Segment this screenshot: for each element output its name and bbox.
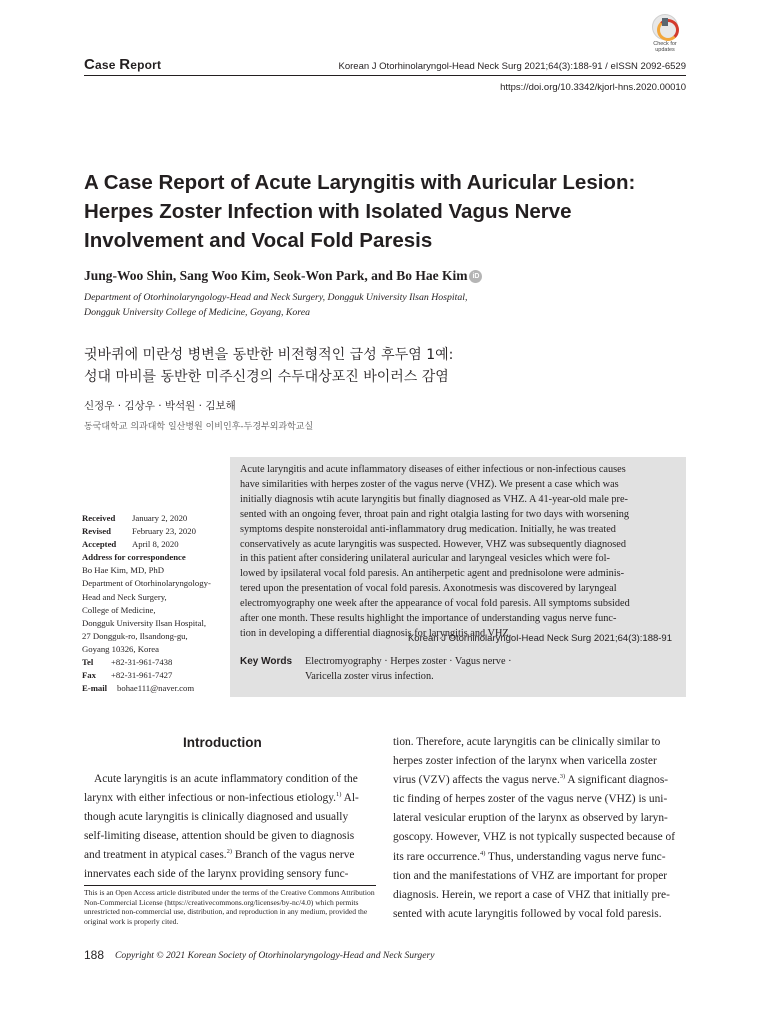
tel-row: Tel +82-31-961-7438: [82, 657, 173, 668]
abstract-citation: Korean J Otorhinolaryngol-Head Neck Surg 2021;64(3):188-91: [407, 633, 672, 644]
section-label: [84, 56, 161, 73]
body-line: sented with acute laryngitis followed by vocal fold paresis.: [393, 907, 662, 920]
address-line: Bo Hae Kim, MD, PhD: [82, 565, 165, 576]
section-label-initial-c: C: [84, 56, 96, 73]
badge-line-2: updates: [655, 47, 675, 53]
accepted-row: Accepted April 8, 2020: [82, 539, 179, 550]
body-line: virus (VZV) affects the vagus nerve.$^{3)}$ A significant diagnos-: [393, 773, 669, 787]
body-line: lateral vesicular eruption of the larynx as observed by laryn-: [393, 812, 668, 825]
keywords: [305, 654, 625, 684]
keywords-label: Key Words: [240, 656, 293, 667]
korean-affiliation: 동국대학교 의과대학 일산병원 이비인후-두경부외과학교실: [84, 422, 314, 432]
copyright-notice: Copyright © 2021 Korean Society of Otorhinolaryngology-Head and Neck Surgery: [115, 950, 435, 961]
section-label-initial-r: R: [119, 56, 131, 73]
body-line: diagnosis. Herein, we report a case of VHZ that initially pre-: [393, 888, 670, 901]
abstract-line: tion in developing a differential diagnosis for laryngitis and VHZ.: [240, 627, 512, 639]
body-line: Acute laryngitis is an acute inflammatory condition of the: [94, 773, 358, 785]
affiliation-line-2: Dongguk University College of Medicine, Goyang, Korea: [84, 307, 311, 318]
title-line-2: Herpes Zoster Infection with Isolated Vagus Nerve: [84, 200, 572, 223]
title-line-3: Involvement and Vocal Fold Paresis: [84, 229, 433, 252]
section-heading-introduction: Introduction: [183, 735, 262, 750]
body-line: its rare occurrence.$^{4)}$ Thus, understanding vagus nerve func-: [393, 849, 666, 863]
affiliation: [84, 290, 544, 320]
abstract-line: Acute laryngitis and acute inflammatory diseases of either infectious or non-infectious causes: [240, 464, 626, 475]
abstract-text: [240, 463, 677, 642]
body-line: innervates each side of the larynx providing sensory func-: [84, 868, 349, 880]
korean-authors: 신정우 · 김상우 · 박석원 · 김보해: [84, 400, 236, 412]
address-line: Head and Neck Surgery,: [82, 591, 167, 602]
footnote-rule: [84, 885, 376, 886]
author-list: [84, 268, 482, 284]
body-right-column: [393, 733, 686, 924]
abstract-box: [230, 457, 686, 697]
body-line: though acute laryngitis is clinically diagnosed and usually: [84, 811, 349, 823]
keywords-line-2: Varicella zoster virus infection.: [305, 671, 434, 682]
reference-2[interactable]: 2): [226, 848, 233, 856]
journal-citation: Korean J Otorhinolaryngol-Head Neck Surg 2021;64(3):188-91 / eISSN 2092-6529: [338, 61, 686, 72]
license-footnote: This is an Open Access article distributed under the terms of the Creative Commons Attribution Non-Commercial License (https://creativecommons.org/licenses/by-nc/4.0) which permits unrestricted non-commercial use, distribution, and reproduction in any medium, provided the original work is properly cited.: [84, 888, 375, 926]
received-row: Received January 2, 2020: [82, 513, 188, 523]
email-row: E-mail bohae111@naver.com: [82, 682, 232, 695]
article-history: [82, 512, 232, 695]
abstract-line: sented with an ongoing fever, throat pain and right otalgia lasting for two days with worsening: [240, 508, 630, 520]
article-title: [84, 168, 694, 255]
reference-4[interactable]: 4): [479, 849, 486, 857]
page-number: 188: [84, 948, 105, 962]
abstract-line: in this patient after considering unilateral auricular and laryngeal vesicles which were fol-: [240, 553, 610, 565]
address-line: Goyang 10326, Korea: [82, 643, 159, 654]
address-line: Dongguk University Ilsan Hospital,: [82, 617, 207, 628]
correspondence-label: Address for correspondence: [82, 552, 186, 563]
authors-text: Jung-Woo Shin, Sang Woo Kim, Seok-Won Park, and Bo Hae Kim: [84, 268, 468, 283]
body-line: tion and the manifestations of VHZ are important for proper: [393, 869, 668, 882]
abstract-line: lowed by ipsilateral vocal fold paresis. An antiherpetic agent and prednisolone were adminis-: [240, 568, 625, 580]
abstract-line: have similarities with herpes zoster of the vagus nerve (VHZ). We present a case which was: [240, 478, 619, 490]
address-line: College of Medicine,: [82, 604, 156, 615]
abstract-line: initially diagnosis wtih acute laryngitis but finally diagnosed as VHZ. A 41-year-old male pre-: [240, 493, 628, 505]
affiliation-line-1: Department of Otorhinolaryngology-Head and Neck Surgery, Dongguk University Ilsan Hospital,: [84, 292, 468, 303]
abstract-line: symptoms despite nonsteroidal anti-inflammatory drug medication. Initially, he was treated: [240, 523, 616, 535]
section-label-part-2: eport: [130, 58, 162, 72]
body-left-column: [84, 770, 375, 884]
abstract-line: after one month. These results highlight the importance of understanding vagus nerve func-: [240, 613, 617, 625]
section-label-part-1: ase: [95, 58, 120, 72]
title-line-1: A Case Report of Acute Laryngitis with Auricular Lesion:: [84, 171, 636, 194]
email-link[interactable]: bohae111@naver.com: [117, 683, 195, 694]
body-line: larynx with either infectious or non-infectious etiology.$^{1)}$ Al-: [84, 791, 359, 804]
body-line: tic finding of herpes zoster of the vagus nerve (VHZ) is uni-: [393, 793, 668, 806]
abstract-line: conservatively as acute laryngitis was suspected. However, VHZ was subsequently diagnosed: [240, 538, 627, 550]
keywords-line-1: Electromyography · Herpes zoster · Vagus nerve ·: [305, 656, 512, 667]
header-rule: [84, 75, 686, 76]
abstract-line: tered upon the presentation of vocal fold paresis. Axonotmesis was discovered by laryngeal: [240, 583, 617, 595]
address-line: 27 Dongguk-ro, Ilsandong-gu,: [82, 630, 188, 641]
korean-title: [84, 344, 604, 388]
check-for-updates-badge[interactable]: [644, 14, 686, 56]
revised-row: Revised February 23, 2020: [82, 526, 196, 537]
korean-title-line-2: 성대 마비를 동반한 미주신경의 수두대상포진 바이러스 감염: [84, 369, 449, 385]
body-line: tion. Therefore, acute laryngitis can be clinically similar to: [393, 736, 661, 748]
reference-1[interactable]: 1): [336, 791, 342, 799]
body-line: goscopy. However, VHZ is not typically suspected because of: [393, 831, 676, 844]
fax-row: Fax +82-31-961-7427: [82, 670, 173, 681]
body-line: herpes zoster infection of the larynx when varicella zoster: [393, 755, 657, 768]
doi-link[interactable]: https://doi.org/10.3342/kjorl-hns.2020.00010: [500, 82, 686, 93]
reference-3[interactable]: 3): [559, 773, 566, 781]
body-line: self-limiting disease, attention should be given to diagnosis: [84, 830, 355, 842]
abstract-line: electromyography one week after the appearance of vocal fold paresis. All symptoms subsided: [240, 598, 630, 610]
address-line: Department of Otorhinolaryngology-: [82, 578, 211, 589]
korean-title-line-1: 귓바퀴에 미란성 병변을 동반한 비전형적인 급성 후두염 1예:: [84, 347, 454, 363]
orcid-icon[interactable]: iD: [469, 270, 482, 283]
body-line: and treatment in atypical cases.$^{2)}$ Branch of the vagus nerve: [84, 848, 355, 861]
badge-line-1: Check for: [653, 41, 677, 47]
check-for-updates-icon: [652, 14, 678, 40]
